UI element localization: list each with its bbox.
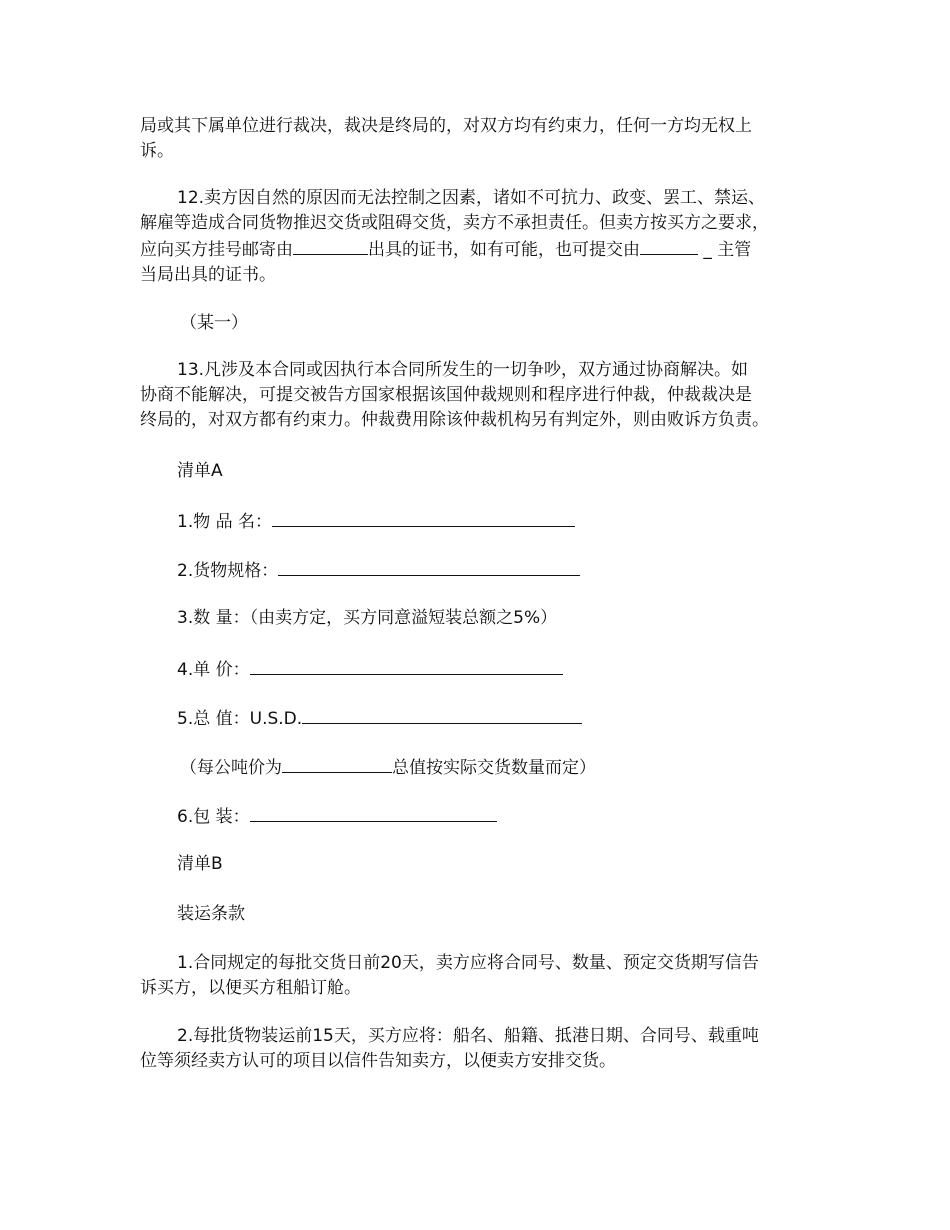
option-label: （某一） [180,313,248,333]
shipment-terms-heading: 装运条款 [177,904,245,924]
list-b-heading: 清单B [177,854,223,874]
clause-13 [140,358,820,433]
clause-12 [140,186,820,288]
text-line: 局或其下属单位进行裁决，裁决是终局的，对双方均有约束力，任何一方均无权上 [140,116,752,136]
arbitration-clause-end [140,114,820,164]
text-line: 12.卖方因自然的原因而无法控制之因素，诸如不可抗力、政变、罢工、禁运、 [177,188,766,208]
text-line: 位等须经卖方认可的项目以信件告知卖方，以便卖方安排交货。 [140,1051,616,1071]
field-label: 6.包 装： [177,807,250,827]
text-line: 出具的证书，如有可能，也可提交由 [368,240,640,260]
text-line: 应向买方挂号邮寄由 [140,240,293,260]
packing-blank[interactable] [250,803,497,822]
text-line: 1.合同规定的每批交货日前20天，卖方应将合同号、数量、预定交货期写信告 [177,953,759,973]
total-value-blank[interactable] [302,705,582,724]
shipment-clause-1 [140,951,820,1001]
list-a-item-packing [177,803,497,830]
text-line: _ 主管 [698,240,752,260]
text-line: 诉买方，以便买方租船订舱。 [140,978,361,998]
field-label: 5.总 值：U.S.D. [177,709,303,729]
text-line: 协商不能解决，可提交被告方国家根据该国仲裁规则和程序进行仲裁，仲裁裁决是 [140,385,752,405]
note-text: 总值按实际交货数量而定） [392,758,596,778]
text-line: 13.凡涉及本合同或因执行本合同所发生的一切争吵，双方通过协商解决。如 [177,360,749,380]
list-a-item-goods-name [177,508,575,535]
unit-price-blank[interactable] [250,656,563,675]
field-label: 4.单 价： [177,660,250,680]
price-per-ton-blank[interactable] [282,754,392,773]
text-line: 解雇等造成合同货物推迟交货或阻碍交货，卖方不承担责任。但卖方按买方之要求， [140,213,769,233]
field-label: 3.数 量：（由卖方定，买方同意溢短装总额之5%） [177,608,558,628]
field-label: 1.物 品 名： [177,512,273,532]
text-line: 2.每批货物装运前15天，买方应将：船名、船籍、抵港日期、合同号、载重吨 [177,1026,759,1046]
field-label: 2.货物规格： [177,561,279,581]
specification-blank[interactable] [278,557,580,576]
goods-name-blank[interactable] [272,508,575,527]
text-line: 诉。 [140,141,174,161]
list-a-item-unit-price [177,656,563,683]
list-a-price-note [180,754,596,781]
list-a-item-total-value [177,705,582,732]
text-line: 终局的，对双方都有约束力。仲裁费用除该仲裁机构另有判定外，则由败诉方负责。 [140,410,769,430]
text-line: 当局出具的证书。 [140,265,276,285]
blank-issuer[interactable] [293,236,368,255]
note-text: （每公吨价为 [180,758,282,778]
blank-authority[interactable] [640,236,698,255]
list-a-item-quantity [177,606,557,631]
shipment-clause-2 [140,1024,820,1074]
list-a-heading: 清单A [177,461,223,481]
list-a-item-specification [177,557,580,584]
